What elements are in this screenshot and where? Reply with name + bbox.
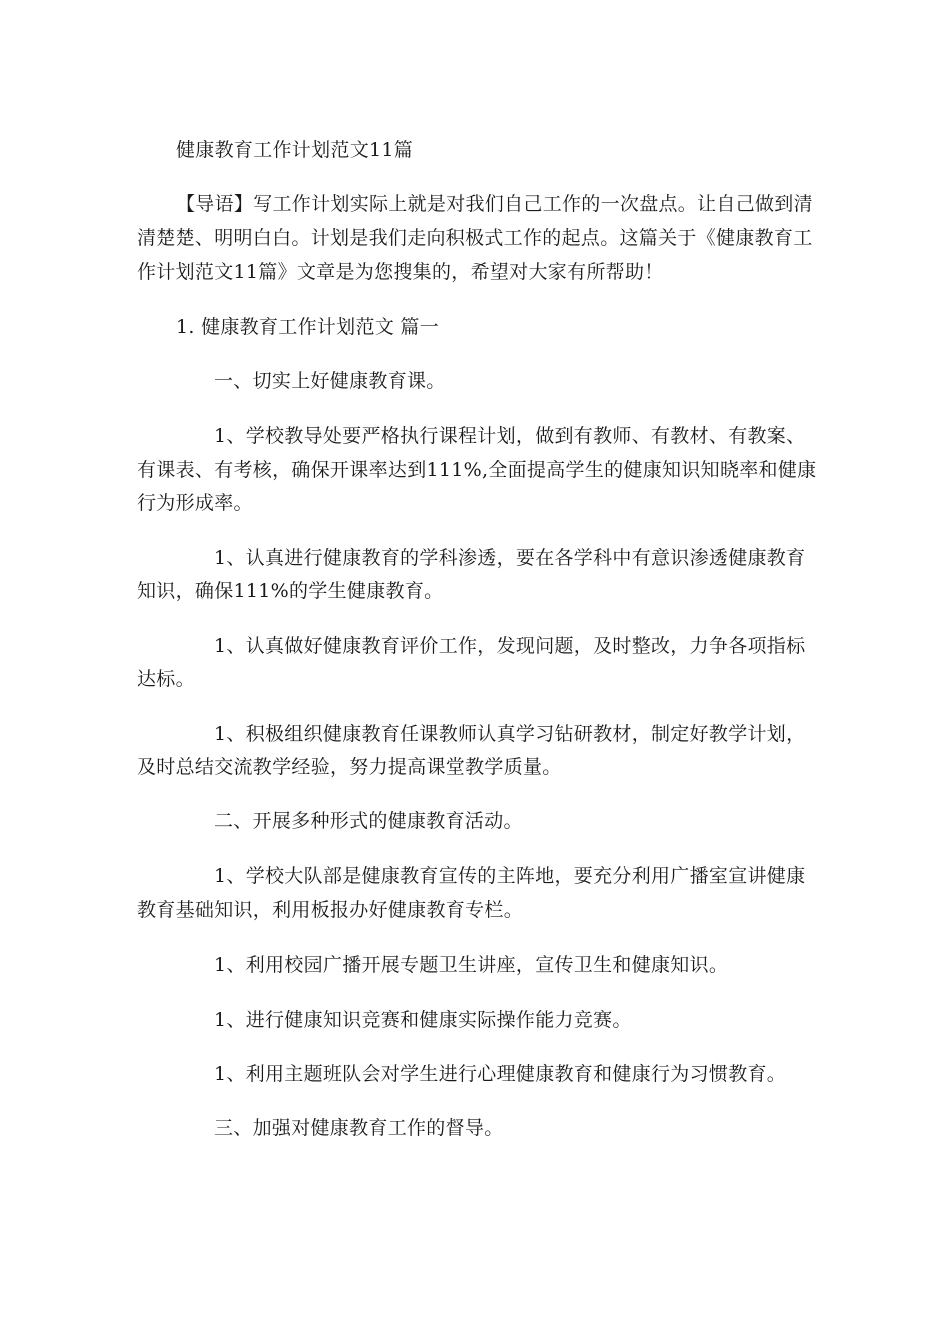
paragraph-3-line-1: 1、认真做好健康教育评价工作，发现问题，及时整改，力争各项指标 [214,635,806,657]
paragraph-5-line-1: 1、学校大队部是健康教育宣传的主阵地，要充分利用广播室宣讲健康 [214,865,806,887]
section-heading: 1. 健康教育工作计划范文 篇一 [176,316,440,338]
paragraph-1-line-3: 行为形成率。 [137,492,253,514]
paragraph-4-line-1: 1、积极组织健康教育任课教师认真学习钻研教材，制定好教学计划， [214,723,806,745]
intro-line-3: 作计划范文11篇》文章是为您搜集的，希望对大家有所帮助！ [137,261,664,283]
part3-heading: 三、加强对健康教育工作的督导。 [214,1117,504,1139]
document-title: 健康教育工作计划范文11篇 [176,139,414,161]
paragraph-7: 1、进行健康知识竞赛和健康实际操作能力竞赛。 [214,1009,632,1031]
paragraph-6: 1、利用校园广播开展专题卫生讲座，宣传卫生和健康知识。 [214,954,729,976]
paragraph-5-line-2: 教育基础知识，利用板报办好健康教育专栏。 [137,899,524,921]
paragraph-2-line-2: 知识，确保111%的学生健康教育。 [137,580,444,602]
intro-line-2: 清楚楚、明明白白。计划是我们走向积极式工作的起点。这篇关于《健康教育工 [137,227,813,249]
paragraph-2-line-1: 1、认真进行健康教育的学科渗透，要在各学科中有意识渗透健康教育 [214,547,806,569]
paragraph-8: 1、利用主题班队会对学生进行心理健康教育和健康行为习惯教育。 [214,1063,787,1085]
paragraph-4-line-2: 及时总结交流教学经验，努力提高课堂教学质量。 [137,756,562,778]
paragraph-3-line-2: 达标。 [137,668,195,690]
paragraph-1-line-1: 1、学校教导处要严格执行课程计划，做到有教师、有教材、有教案、 [214,425,806,447]
paragraph-1-line-2: 有课表、有考核，确保开课率达到111%,全面提高学生的健康知识知晓率和健康 [137,459,817,481]
part2-heading: 二、开展多种形式的健康教育活动。 [214,810,523,832]
intro-line-1: 【导语】写工作计划实际上就是对我们自己工作的一次盘点。让自己做到清 [176,193,813,215]
part1-heading: 一、切实上好健康教育课。 [214,370,446,392]
